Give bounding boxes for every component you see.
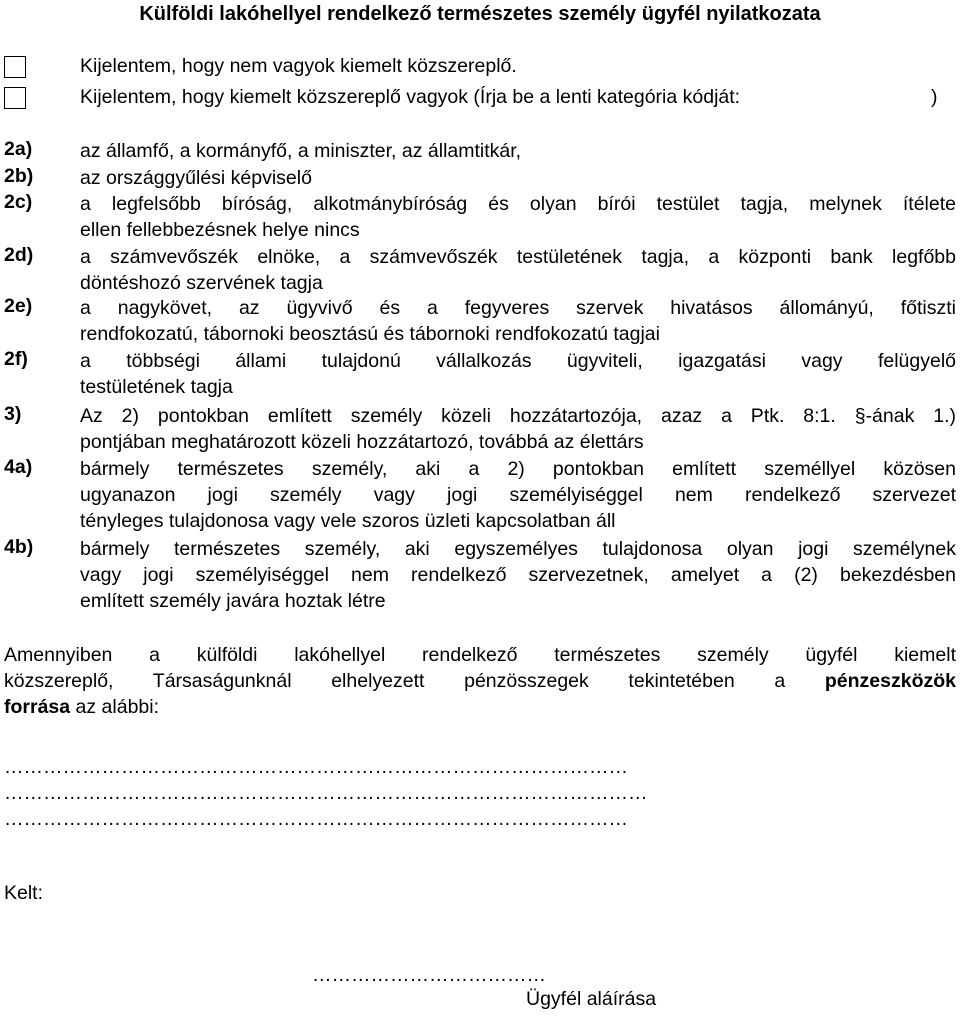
category-text: tényleges tulajdonosa vagy vele szoros üzleti kapcsolatban áll	[80, 510, 616, 532]
funds-fill-line-3[interactable]: ……………………………………………………………………………………	[4, 808, 628, 830]
category-text: a nagykövet, az ügyvivő és a fegyveres szervek hivatásos állományú, főtiszti	[80, 297, 956, 319]
category-text: említett személy javára hoztak létre	[80, 590, 386, 612]
category-text: testületének tagja	[80, 376, 233, 398]
category-text: az országgyűlési képviselő	[80, 167, 312, 189]
paragraph-text: az alábbi:	[70, 696, 160, 718]
category-code: 3)	[4, 403, 22, 425]
declaration-pep[interactable]	[4, 86, 956, 112]
funds-source-paragraph	[4, 642, 956, 720]
category-text: a legfelsőbb bíróság, alkotmánybíróság és olyan bírói testület tagja, melynek ítélete	[80, 193, 956, 215]
category-text: ellen fellebbezésnek helye nincs	[80, 219, 360, 241]
checkbox-pep[interactable]	[4, 87, 26, 109]
signature-label: Ügyfél aláírása	[526, 988, 657, 1010]
category-text: a többségi állami tulajdonú vállalkozás ügyviteli, igazgatási vagy felügyelő	[80, 350, 956, 372]
category-code: 4b)	[4, 536, 34, 558]
category-text: ugyanazon jogi személy vagy jogi személyiséggel nem rendelkező szervezet	[80, 484, 956, 506]
date-label: Kelt:	[4, 882, 44, 904]
signature-line[interactable]: ………………………………	[312, 964, 546, 986]
paragraph-line	[4, 694, 956, 720]
checkbox-not-pep[interactable]	[4, 56, 26, 78]
funds-fill-line-1[interactable]: ……………………………………………………………………………………	[4, 756, 628, 778]
category-code: 2d)	[4, 244, 34, 266]
paragraph-line: Amennyiben a külföldi lakóhellyel rendelkező természetes személy ügyfél kiemelt	[4, 644, 956, 666]
category-text: vagy jogi személyiséggel nem rendelkező szervezetnek, amelyet a (2) bekezdésben	[80, 564, 956, 586]
category-code: 2f)	[4, 348, 28, 370]
funds-fill-line-2[interactable]: ………………………………………………………………………………………	[4, 782, 648, 804]
category-code: 2c)	[4, 191, 33, 213]
category-text: a számvevőszék elnöke, a számvevőszék testületének tagja, a központi bank legfőbb	[80, 246, 956, 268]
category-text: pontjában meghatározott közeli hozzátartozó, továbbá az élettárs	[80, 431, 644, 453]
declaration-text: Kijelentem, hogy nem vagyok kiemelt közszereplő.	[80, 55, 517, 77]
paragraph-line	[4, 668, 956, 694]
declaration-text: Kijelentem, hogy kiemelt közszereplő vagyok (Írja be a lenti kategória kódját:	[80, 86, 741, 108]
category-text: döntéshozó szervének tagja	[80, 272, 323, 294]
paragraph-text: közszereplő, Társaságunknál elhelyezett pénzösszegek tekintetében a	[4, 670, 825, 692]
category-text: az államfő, a kormányfő, a miniszter, az államtitkár,	[80, 140, 522, 162]
category-code-closing: )	[931, 86, 938, 108]
category-text: bármely természetes személy, aki egyszemélyes tulajdonosa olyan jogi személynek	[80, 538, 956, 560]
category-code: 2b)	[4, 165, 34, 187]
category-text: Az 2) pontokban említett személy közeli hozzátartozója, azaz a Ptk. 8:1. §-ának 1.)	[80, 405, 956, 427]
category-code: 2e)	[4, 295, 33, 317]
category-code: 2a)	[4, 138, 33, 160]
document-title: Külföldi lakóhellyel rendelkező természetes személy ügyfél nyilatkozata	[139, 3, 821, 25]
category-text: rendfokozatú, tábornoki beosztású és tábornoki rendfokozatú tagjai	[80, 323, 660, 345]
funds-emphasis: forrása	[4, 696, 71, 718]
category-text: bármely természetes személy, aki a 2) pontokban említett személlyel közösen	[80, 458, 956, 480]
category-code: 4a)	[4, 456, 33, 478]
funds-emphasis: pénzeszközök	[824, 670, 956, 692]
